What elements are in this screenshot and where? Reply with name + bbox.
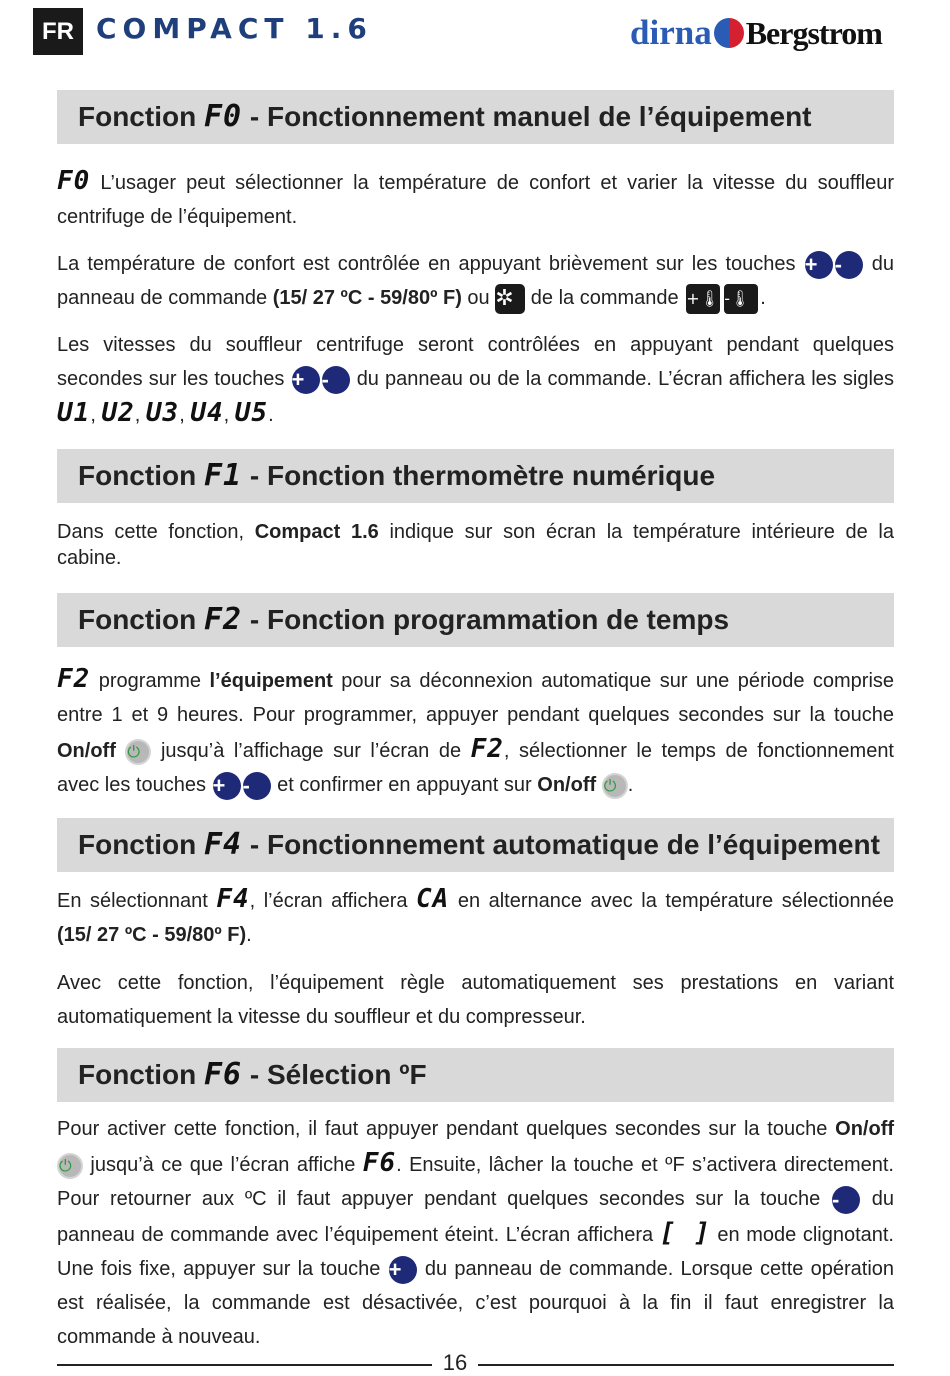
segment-code: F0 — [203, 99, 243, 134]
product-name: Compact 1.6 — [254, 521, 379, 543]
plus-button-icon: + — [292, 366, 320, 394]
text: , l’écran affichera — [249, 890, 408, 912]
language-badge: FR — [33, 8, 83, 55]
text: indique sur son écran la température intérieure de la cabine. — [57, 521, 894, 569]
footer-rule-left — [57, 1364, 432, 1366]
text: pour sa déconnexion automatique sur une période comprise entre 1 et 9 heures. Pour programmer, appuyer pendant quelques secondes sur la touche — [57, 670, 895, 726]
title-prefix: Fonction — [78, 829, 197, 860]
f6-paragraph — [57, 1112, 894, 1354]
power-button-icon — [125, 739, 151, 765]
minus-button-icon: - — [835, 251, 863, 279]
text: en mode clignotant. Une fois fixe, appuyer sur la touche — [57, 1224, 894, 1280]
text: . — [246, 924, 252, 946]
text: de la commande — [530, 287, 679, 309]
minus-button-icon: - — [322, 366, 350, 394]
text: Les vitesses du souffleur centrifuge seront contrôlées en appuyant pendant quelques secondes sur les touches — [57, 334, 894, 390]
brand-dirna: dirna — [630, 13, 712, 52]
section-title-f1 — [57, 449, 894, 503]
title-suffix: - Fonction thermomètre numérique — [249, 460, 716, 491]
segment-code: U5 — [234, 398, 269, 428]
power-button-icon — [57, 1153, 83, 1179]
text: . — [268, 404, 274, 426]
title-suffix: - Sélection ºF — [249, 1059, 427, 1090]
minus-button-icon: - — [243, 772, 271, 800]
f2-paragraph — [57, 662, 894, 802]
brand-bergstrom: Bergstrom — [745, 14, 882, 51]
text-bold: l’équipement — [209, 670, 333, 692]
segment-code: CA — [416, 884, 450, 914]
text: Pour activer cette fonction, il faut appuyer pendant quelques secondes sur la touche — [57, 1118, 828, 1140]
text: du panneau de commande — [57, 253, 895, 309]
f0-paragraph-3: Les vitesses du souffleur centrifuge seront contrôlées en appuyant pendant quelques secondes sur les touches + - du panneau ou de la commande. L’écran affichera les sigles U1, U2, U3, U4, U5. — [57, 334, 895, 428]
text: jusqu’à l’affichage sur l’écran de — [160, 740, 462, 762]
segment-code: F2 — [57, 664, 91, 694]
segment-code: F6 — [362, 1148, 397, 1178]
text: , sélectionner le temps de fonctionnement avec les touches — [57, 740, 894, 796]
segment-code: U2 — [101, 398, 135, 428]
thermometer-minus-icon: -🌡 — [724, 284, 758, 314]
text: Avec cette fonction, l’équipement règle automatiquement ses prestations en variant automatiquement la vitesse du souffleur et du compresseur. — [57, 972, 894, 1028]
text: . Ensuite, lâcher la touche et ºF s’activera directement. Pour retourner aux ºC il faut appuyer pendant quelques secondes sur la touche — [57, 1154, 894, 1210]
text: du panneau ou de la commande. L’écran affichera les sigles — [356, 368, 895, 390]
text: programme — [98, 670, 202, 692]
section-title-f4 — [57, 818, 894, 872]
plus-button-icon: + — [389, 1256, 417, 1284]
segment-code: U1 — [57, 398, 91, 428]
fan-icon: ✲ — [495, 284, 525, 314]
f0-paragraph-1 — [57, 164, 894, 234]
title-prefix: Fonction — [78, 604, 197, 635]
f1-paragraph — [57, 519, 894, 571]
temperature-range: (15/ 27 ºC - 59/80º F) — [57, 924, 247, 946]
f4-paragraph-1 — [57, 882, 894, 952]
segment-code: F2 — [470, 734, 504, 764]
text: Dans cette fonction, — [57, 521, 245, 543]
title-prefix: Fonction — [78, 1059, 197, 1090]
section-title-f2 — [57, 593, 894, 647]
onoff-label: On/off — [537, 774, 597, 796]
title-prefix: Fonction — [78, 101, 197, 132]
segment-code: F1 — [203, 458, 243, 493]
text: La température de confort est contrôlée en appuyant brièvement sur les touches — [57, 253, 796, 275]
text: et confirmer en appuyant sur — [277, 774, 532, 796]
segment-code: F2 — [203, 602, 243, 637]
temperature-range: (15/ 27 ºC - 59/80º F) — [272, 287, 462, 309]
f0-paragraph-2 — [57, 247, 894, 315]
plus-button-icon: + — [213, 772, 241, 800]
globe-icon — [714, 18, 744, 48]
onoff-label: On/off — [835, 1118, 895, 1140]
segment-code: F0 — [57, 166, 91, 196]
segment-code: U4 — [190, 398, 224, 428]
segment-code: F6 — [203, 1057, 243, 1092]
text: . — [627, 774, 634, 796]
onoff-label: On/off — [57, 740, 116, 762]
footer-rule-right — [478, 1364, 894, 1366]
text: En sélectionnant — [57, 890, 208, 912]
minus-button-icon: - — [832, 1186, 860, 1214]
thermometer-plus-icon: +🌡 — [686, 284, 720, 314]
power-button-icon — [602, 773, 628, 799]
section-title-f6 — [57, 1048, 894, 1102]
text: ou — [467, 287, 490, 309]
text: jusqu’à ce que l’écran affiche — [90, 1154, 356, 1176]
text: du panneau de commande avec l’équipement éteint. L’écran affichera — [57, 1188, 895, 1246]
f4-paragraph-2 — [57, 966, 894, 1034]
segment-code: F4 — [203, 827, 243, 862]
document-title: COMPACT 1.6 — [96, 12, 373, 45]
section-title-f0 — [57, 90, 894, 144]
segment-code: U3 — [145, 398, 180, 428]
text: en alternance avec la température sélectionnée — [457, 890, 894, 912]
title-suffix: - Fonctionnement manuel de l’équipement — [249, 101, 812, 132]
title-suffix: - Fonctionnement automatique de l’équipement — [249, 829, 880, 860]
title-prefix: Fonction — [78, 460, 197, 491]
brand-logo — [630, 8, 882, 58]
text: L’usager peut sélectionner la température de confort et varier la vitesse du souffleur centrifuge de l’équipement. — [57, 172, 894, 228]
blinking-segment-icon: [ ] — [659, 1218, 711, 1248]
text: . — [760, 287, 766, 309]
text: du panneau de commande. Lorsque cette opération est réalisée, la commande est désactivée, c’est pourquoi à la fin il faut enregistrer la commande à nouveau. — [57, 1258, 895, 1348]
page-number: 16 — [442, 1350, 468, 1375]
title-suffix: - Fonction programmation de temps — [249, 604, 730, 635]
plus-button-icon: + — [805, 251, 833, 279]
segment-code: F4 — [216, 884, 250, 914]
